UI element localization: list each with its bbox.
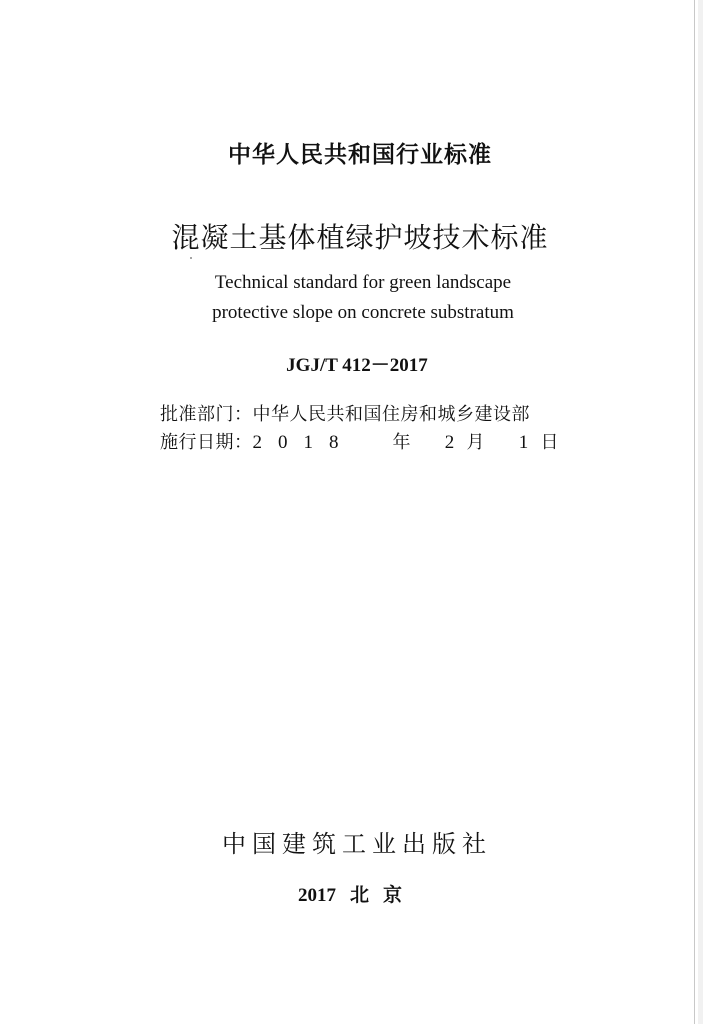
effective-day: 1 <box>518 432 529 453</box>
approver-label: 批准部门： <box>160 404 253 425</box>
effective-date-row <box>160 428 581 454</box>
document-title-english-line1: Technical standard for green landscape <box>214 272 512 293</box>
effective-month: 2 <box>444 432 455 453</box>
publication-year: 2017 <box>297 885 336 906</box>
scan-speck <box>190 257 192 259</box>
document-title-chinese: 混凝土基体植绿护坡技术标准 <box>171 221 549 254</box>
document-title-english-line2: protective slope on concrete substratum <box>212 302 514 323</box>
standard-number: JGJ/T 412－2017 <box>286 355 428 376</box>
effective-date-value <box>253 432 581 453</box>
publication-city: 北京 <box>349 884 416 906</box>
approver-value: 中华人民共和国住房和城乡建设部 <box>252 404 530 425</box>
year-unit: 年 <box>392 432 411 453</box>
standard-series-heading: 中华人民共和国行业标准 <box>228 142 492 168</box>
publisher-name: 中国建筑工业出版社 <box>222 830 492 858</box>
effective-year: 2018 <box>252 432 355 453</box>
approver-row <box>160 400 530 426</box>
day-unit: 日 <box>540 432 559 453</box>
publication-line <box>0 880 703 907</box>
effective-date-label: 施行日期： <box>160 432 253 453</box>
month-unit: 月 <box>466 432 485 453</box>
